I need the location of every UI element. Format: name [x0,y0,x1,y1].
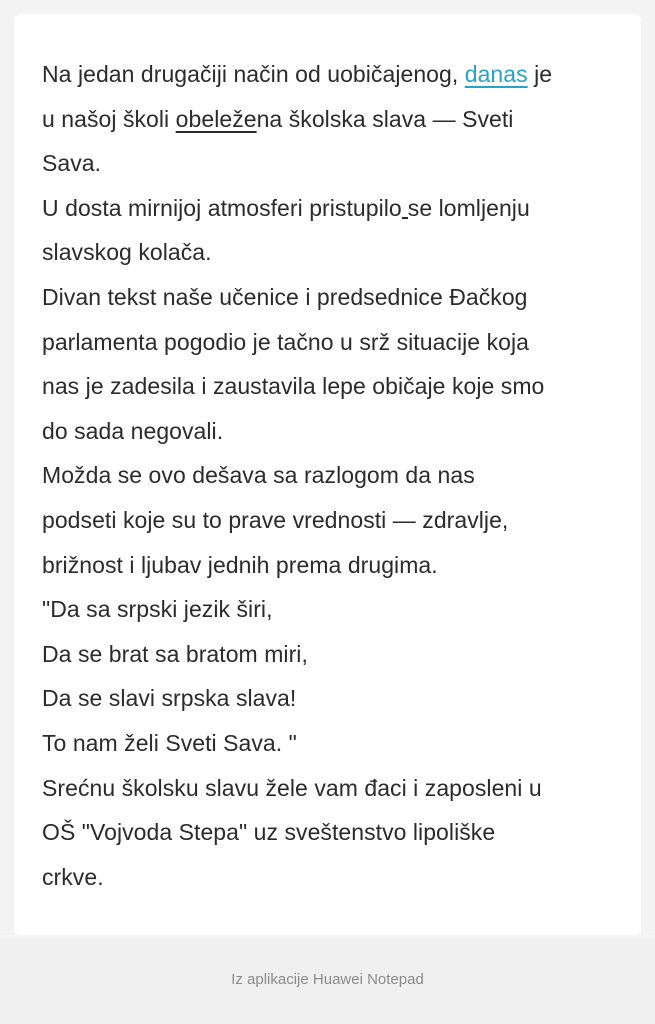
note-card [14,14,641,935]
note-line: nas je zadesila i zaustavila lepe običaje koje smo [42,373,545,400]
app-footer [0,941,655,1024]
note-line: crkve. [42,863,104,890]
note-line: Možda se ovo dešava sa razlogom da nas [42,462,475,489]
note-line: Sava. [42,150,102,177]
note-line [42,97,632,142]
date-link[interactable]: danas [464,61,528,87]
note-text: u našoj školi [42,105,176,132]
note-line: parlamenta pogodio je tačno u srž situacije koja [42,328,529,355]
note-line: Divan tekst naše učenice i predsednice Đačkog [42,283,528,310]
note-line: Da se slavi srpska slava! [42,685,297,712]
note-line: podseti koje su to prave vrednosti — zdravlje, [42,506,509,533]
footer-attribution: Iz aplikacije Huawei Notepad [231,971,424,988]
note-line: Srećnu školsku slavu žele vam đaci i zaposleni u [42,774,542,801]
note-text: je [527,61,553,87]
note-text: Na jedan drugačiji način od uobičajenog, [42,61,465,87]
underlined-word: obeleže [175,105,257,132]
note-text: U dosta mirnijoj atmosferi pristupilo [42,194,402,221]
note-line: do sada negovali. [42,417,224,444]
note-line: slavskog kolača. [42,239,212,266]
note-line: OŠ "Vojvoda Stepa" uz sveštenstvo lipoliške [42,819,496,846]
note-line: To nam želi Sveti Sava. " [42,729,297,756]
note-line: Da se brat sa bratom miri, [42,640,308,667]
note-text: se lomljenju [407,194,530,221]
note-body[interactable] [42,52,632,899]
note-line: brižnost i ljubav jednih prema drugima. [42,551,438,578]
note-line [42,186,632,231]
note-line: "Da sa srpski jezik širi, [42,596,273,623]
note-text: na školska slava — Sveti [256,105,514,132]
note-line [42,52,632,97]
